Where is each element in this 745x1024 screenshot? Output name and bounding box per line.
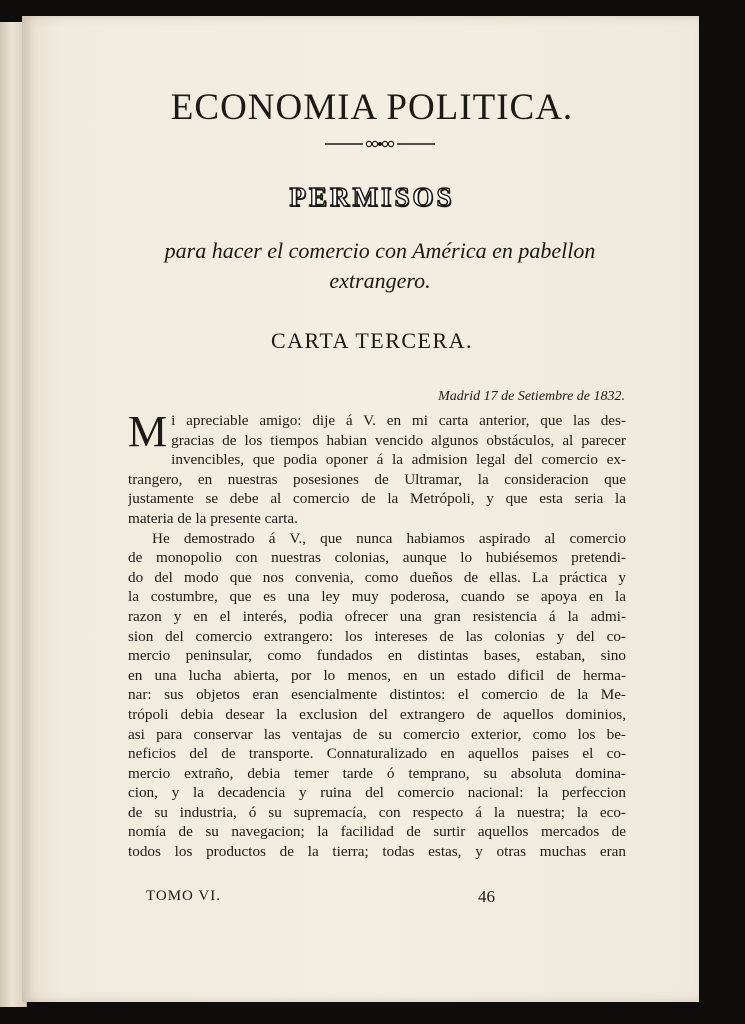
text-line: trópoli debia desear la exclusion del extrangero de aquellos dominios,	[128, 705, 626, 723]
subtitle-line-2: extrangero.	[329, 268, 431, 293]
text-line: do del modo que nos convenia, como dueños de ellas. La práctica y	[128, 568, 626, 586]
text-line: mercio extraño, debia temer tarde ó temprano, su absoluta domina-	[128, 764, 626, 782]
text-line: nomía de su navegacion; la facilidad de surtir aquellos mercados de	[128, 823, 626, 841]
body-text	[128, 407, 626, 862]
page-title: ECONOMIA POLITICA.	[170, 87, 574, 128]
text-line: i apreciable amigo: dije á V. en mi carta anterior, que las des-	[171, 412, 626, 429]
text-line: sion del comercio extrangero: los intereses de las colonias y del co-	[128, 627, 626, 645]
signature-number: 46	[478, 887, 495, 906]
text-line: materia de la presente carta.	[128, 509, 298, 527]
text-line: neficios del de transporte. Connaturalizado en aquellos paises el co-	[128, 745, 626, 763]
volume-label: TOMO VI.	[146, 888, 221, 904]
text-line: mercio peninsular, como fundados en distintas bases, estaban, sino	[128, 647, 626, 665]
text-line: de monopolio con nuestras colonias, aunque lo hubiésemos pretendi-	[128, 549, 626, 567]
text-line: todos los productos de la tierra; todas estas, y otras muchas eran	[128, 843, 626, 861]
ornament-divider	[325, 137, 435, 151]
letter-heading: CARTA TERCERA.	[270, 328, 474, 353]
subtitle-line-1: para hacer el comercio con América en pabellon	[164, 238, 596, 263]
text-line: de su industria, ó su supremacía, con respecto á la nuestra; la eco-	[128, 803, 626, 821]
text-line: asi para conservar las ventajas de su comercio exterior, como los be-	[128, 725, 626, 743]
text-line: en una lucha abierta, por lo menos, en un estado dificil de herma-	[128, 666, 626, 684]
text-line: gracias de los tiempos habian vencido algunos obstáculos, al parecer	[171, 431, 626, 449]
text-line: cion, y la decadencia y ruina del comercio nacional: la perfeccion	[128, 784, 626, 802]
dateline: Madrid 17 de Setiembre de 1832.	[438, 389, 625, 404]
dropcap: M	[128, 407, 168, 456]
text-line: la costumbre, que es una ley muy poderosa, cuando se apoya en la	[128, 588, 626, 606]
text-line: razon y en el interés, podia ofrecer una gran resistencia á la admi-	[128, 607, 626, 625]
text-line: nar: sus objetos eran esencialmente distintos: el comercio de la Me-	[128, 686, 626, 704]
text-line: trangero, en nuestras posesiones de Ultramar, la consideracion que	[128, 470, 626, 488]
text-line: He demostrado á V., que nunca habiamos aspirado al comercio	[152, 529, 626, 547]
section-heading: PERMISOS	[289, 182, 455, 212]
subtitle	[110, 236, 650, 296]
text-line: justamente se debe al comercio de la Metrópoli, y que esta seria la	[128, 490, 626, 508]
text-line: invencibles, que podia oponer á la admision legal del comercio ex-	[171, 451, 626, 469]
